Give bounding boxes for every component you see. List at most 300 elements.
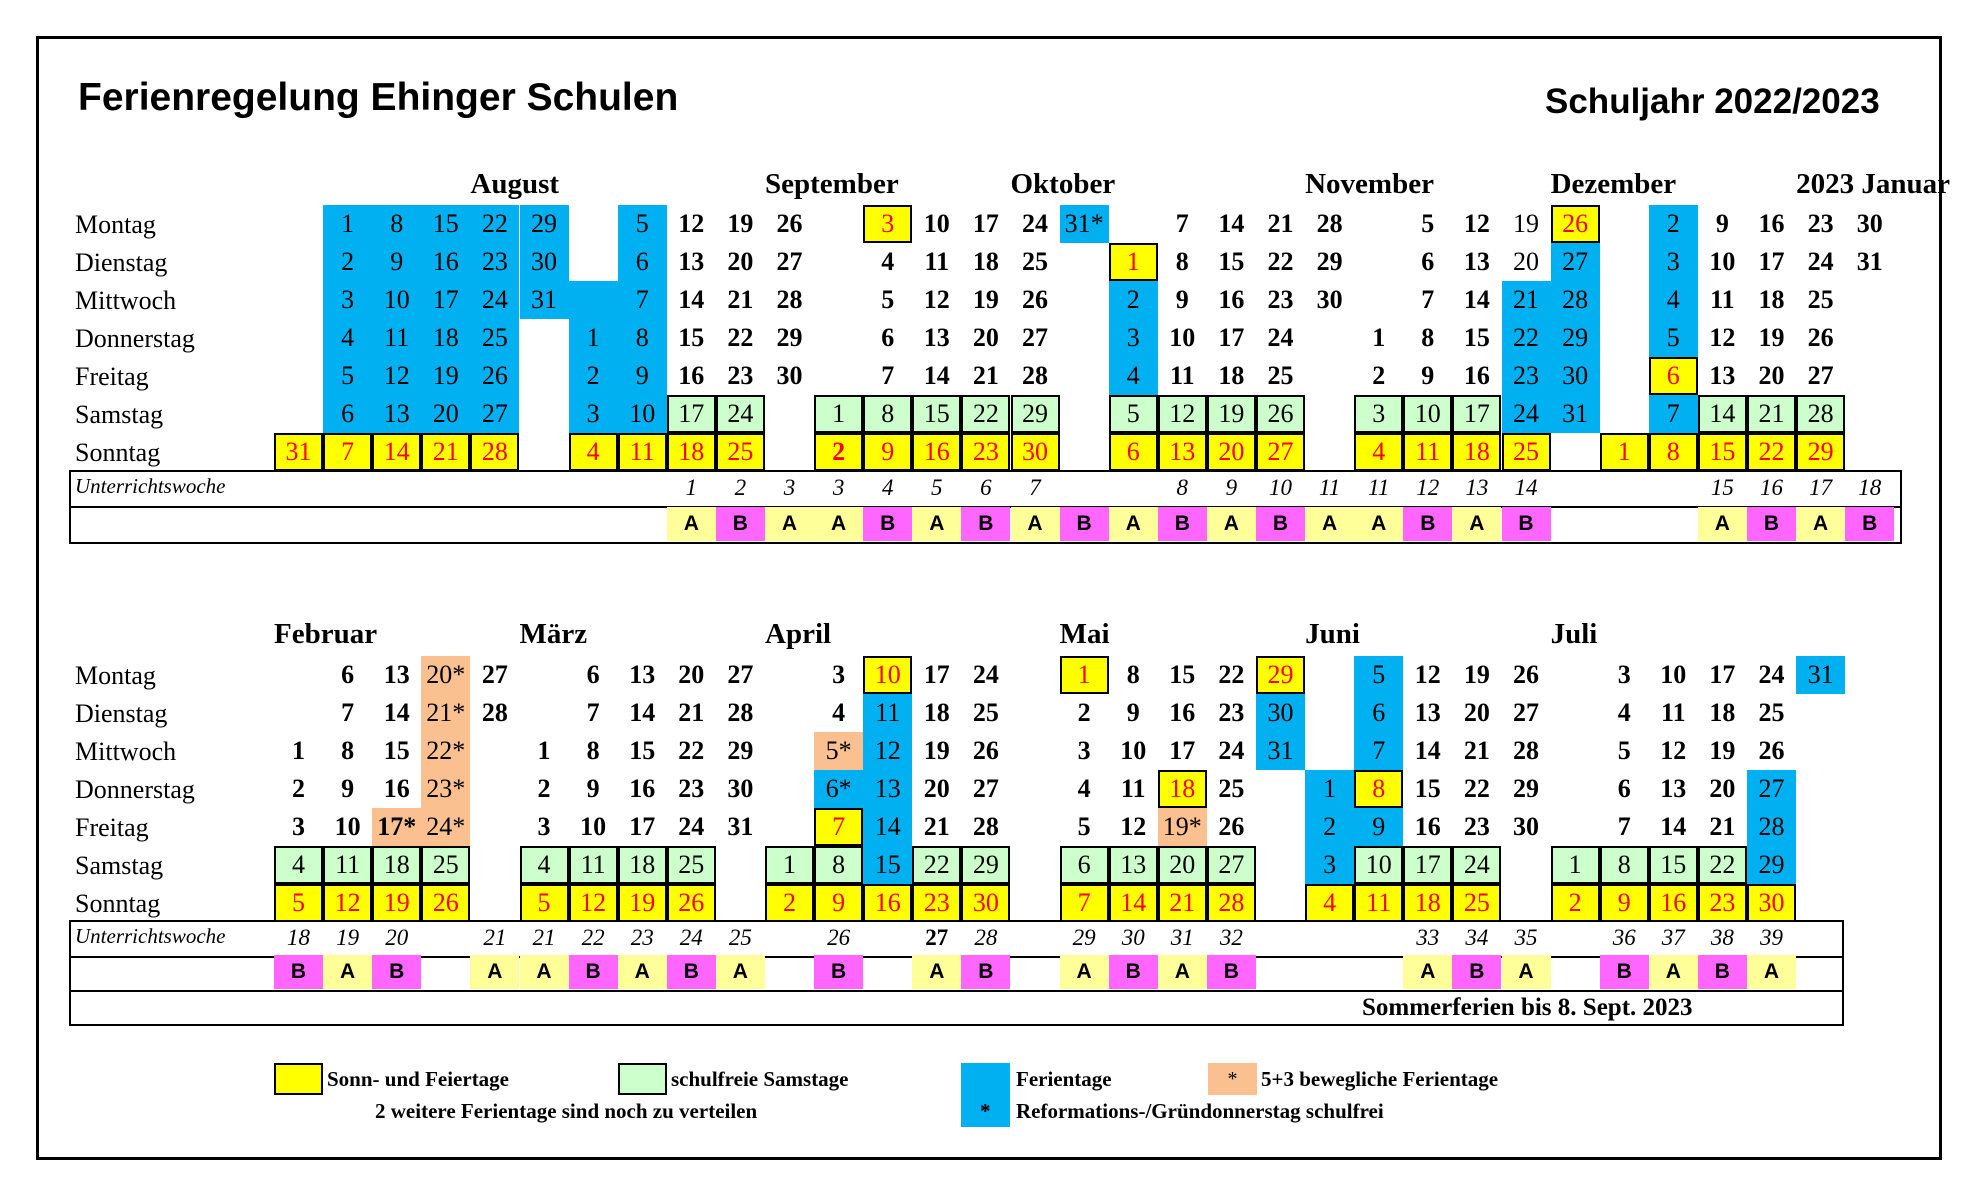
calendar-day: 11 xyxy=(1710,285,1735,314)
week-number: 2 xyxy=(734,475,747,500)
week-number: 20 xyxy=(385,925,409,950)
calendar-day: 8 xyxy=(1175,247,1189,276)
calendar-day: 14 xyxy=(863,808,912,846)
week-number: 7 xyxy=(1029,475,1041,500)
calendar-day: 30 xyxy=(1551,357,1600,395)
calendar-day: 17 xyxy=(1218,323,1245,352)
calendar-day: 18 xyxy=(618,846,667,884)
calendar-day: 8 xyxy=(1126,660,1140,689)
week-type-b: B xyxy=(1845,507,1894,541)
calendar-day: 5 xyxy=(618,205,667,243)
calendar-day: 23 xyxy=(912,884,961,922)
calendar-day: 15 xyxy=(1649,846,1698,884)
calendar-day: 25 xyxy=(972,698,999,727)
calendar-day: 25 xyxy=(716,433,765,471)
calendar-day: 13 xyxy=(1414,698,1441,727)
week-number: 8 xyxy=(1176,475,1189,500)
calendar-day: 21 xyxy=(1502,281,1551,319)
calendar-day: 19 xyxy=(923,736,950,765)
calendar-day: 30 xyxy=(961,884,1010,922)
calendar-day: 24 xyxy=(1267,323,1294,352)
calendar-day: 3 xyxy=(537,812,551,841)
calendar-day: 7 xyxy=(881,361,895,390)
week-number: 33 xyxy=(1416,925,1440,950)
calendar-day: 11 xyxy=(924,247,950,276)
month-header: Dezember xyxy=(1550,168,1677,200)
legend-note-left: 2 weitere Ferientage sind noch zu verteilen xyxy=(375,1099,758,1123)
calendar-day: 9 xyxy=(1600,884,1649,922)
week-type-a: A xyxy=(1452,507,1501,541)
week-type-b: B xyxy=(569,955,618,989)
calendar-day: 23 xyxy=(1218,698,1245,727)
calendar-day: 4 xyxy=(1077,774,1091,803)
calendar-day: 21* xyxy=(421,694,470,732)
calendar-day: 7 xyxy=(1060,884,1109,922)
calendar-day: 24 xyxy=(470,281,519,319)
week-number: 34 xyxy=(1465,925,1489,950)
calendar-day: 7 xyxy=(814,808,863,846)
calendar-day: 21 xyxy=(678,698,705,727)
calendar-day: 29 xyxy=(776,323,803,352)
week-number: 35 xyxy=(1514,925,1538,950)
calendar-day: 20 xyxy=(923,774,950,803)
week-number: 15 xyxy=(1710,475,1734,500)
calendar-day: 23 xyxy=(961,433,1010,471)
calendar-day: 22 xyxy=(678,736,705,765)
week-number: 39 xyxy=(1760,925,1783,950)
calendar-day: 4 xyxy=(1305,884,1354,922)
calendar-day: 22 xyxy=(1218,660,1245,689)
calendar-day: 16 xyxy=(1169,698,1196,727)
calendar-day: 21 xyxy=(727,285,754,314)
calendar-day: 1 xyxy=(292,736,305,765)
calendar-day: 6 xyxy=(1421,247,1435,276)
calendar-day: 9 xyxy=(863,433,912,471)
calendar-day: 28 xyxy=(470,433,519,471)
calendar-day: 8 xyxy=(1649,433,1698,471)
footer-divider xyxy=(69,990,1844,992)
calendar-day: 21 xyxy=(1158,884,1207,922)
calendar-day: 15 xyxy=(629,736,656,765)
calendar-day: 8 xyxy=(1600,846,1649,884)
day-label-freitag: Freitag xyxy=(75,362,149,391)
calendar-day: 11 xyxy=(1170,361,1195,390)
calendar-day: 9 xyxy=(618,357,667,395)
calendar-day: 13 xyxy=(383,660,410,689)
calendar-day: 30 xyxy=(1316,285,1343,314)
calendar-day: 1 xyxy=(1060,656,1109,694)
calendar-day: 18 xyxy=(923,698,950,727)
day-label-dienstag: Dienstag xyxy=(75,699,168,728)
calendar-day: 9 xyxy=(1126,698,1140,727)
calendar-day: 24 xyxy=(1758,660,1785,689)
calendar-day: 13 xyxy=(1158,433,1207,471)
calendar-day: 12 xyxy=(1414,660,1441,689)
day-label-donnerstag: Donnerstag xyxy=(75,775,195,804)
month-header: Juni xyxy=(1305,618,1360,650)
calendar-day: 4 xyxy=(832,698,846,727)
calendar-day: 5* xyxy=(814,732,863,770)
calendar-day: 29 xyxy=(1551,319,1600,357)
week-type-a: A xyxy=(1305,507,1354,541)
week-number: 5 xyxy=(931,475,943,500)
week-type-b: B xyxy=(814,955,863,989)
week-type-a: A xyxy=(1207,507,1256,541)
week-type-b: B xyxy=(863,507,912,541)
calendar-day: 6 xyxy=(1060,846,1109,884)
week-type-b: B xyxy=(961,507,1010,541)
week-type-b: B xyxy=(1698,955,1747,989)
month-header: Juli xyxy=(1550,618,1598,650)
calendar-day: 1 xyxy=(814,395,863,433)
calendar-day: 25 xyxy=(470,319,519,357)
calendar-day: 5 xyxy=(1109,395,1158,433)
calendar-day: 8 xyxy=(814,846,863,884)
calendar-day: 4 xyxy=(1649,281,1698,319)
calendar-day: 26 xyxy=(972,736,999,765)
calendar-day: 8 xyxy=(372,205,421,243)
calendar-day: 19 xyxy=(1513,209,1539,238)
legend-swatch-movable: * xyxy=(1208,1063,1257,1095)
month-header: November xyxy=(1305,168,1434,200)
calendar-day: 6 xyxy=(586,660,600,689)
week-type-b: B xyxy=(716,507,765,541)
calendar-day: 22 xyxy=(961,395,1010,433)
calendar-day: 14 xyxy=(1109,884,1158,922)
calendar-day: 2 xyxy=(1305,808,1354,846)
week-number: 24 xyxy=(679,925,703,950)
week-type-b: B xyxy=(667,955,716,989)
calendar-day: 27 xyxy=(1807,361,1834,390)
summer-vacation-note: Sommerferien bis 8. Sept. 2023 xyxy=(1362,994,1693,1021)
calendar-day: 12 xyxy=(678,209,705,238)
calendar-day: 24 xyxy=(1452,846,1501,884)
calendar-day: 10 xyxy=(618,395,667,433)
calendar-day: 21 xyxy=(1267,209,1294,238)
calendar-day: 30 xyxy=(776,361,803,390)
calendar-day: 26 xyxy=(1513,660,1539,689)
week-type-a: A xyxy=(1649,955,1698,989)
week-type-a: A xyxy=(1502,955,1551,989)
week-number: 18 xyxy=(1858,475,1882,500)
calendar-day: 12 xyxy=(1709,323,1736,352)
calendar-day: 11 xyxy=(1661,698,1686,727)
calendar-day: 18 xyxy=(1403,884,1452,922)
calendar-day: 17 xyxy=(1709,660,1736,689)
calendar-day: 10 xyxy=(334,812,361,841)
calendar-day: 3 xyxy=(1077,736,1091,765)
calendar-day: 1 xyxy=(537,736,551,765)
calendar-day: 8 xyxy=(1421,323,1435,352)
day-label-sonntag: Sonntag xyxy=(75,889,161,918)
calendar-day: 20 xyxy=(727,247,754,276)
week-type-b: B xyxy=(1060,507,1109,541)
calendar-day: 22 xyxy=(1267,247,1294,276)
week-number: 29 xyxy=(1072,925,1096,950)
calendar-day: 16 xyxy=(1463,361,1490,390)
week-type-a: A xyxy=(1060,955,1109,989)
calendar-day: 23 xyxy=(1463,812,1490,841)
calendar-day: 12 xyxy=(1660,736,1687,765)
calendar-day: 28 xyxy=(727,698,754,727)
calendar-day: 24 xyxy=(972,660,999,689)
calendar-day: 29 xyxy=(1796,433,1845,471)
calendar-day: 10 xyxy=(1354,846,1403,884)
week-type-a: A xyxy=(470,955,519,989)
calendar-day: 17 xyxy=(1758,247,1785,276)
calendar-day: 31 xyxy=(1856,247,1883,276)
calendar-day: 3 xyxy=(863,205,912,243)
calendar-day: 16 xyxy=(1758,209,1785,238)
calendar-day: 23 xyxy=(1698,884,1747,922)
calendar-day: 12 xyxy=(1120,812,1147,841)
calendar-day: 2 xyxy=(292,774,305,803)
calendar-day: 28 xyxy=(1796,395,1845,433)
week-number: 31 xyxy=(1170,925,1194,950)
calendar-day: 21 xyxy=(421,433,470,471)
week-number: 21 xyxy=(532,925,556,950)
calendar-day: 31 xyxy=(1796,656,1845,694)
calendar-day: 3 xyxy=(1649,243,1698,281)
month-header: August xyxy=(470,168,560,200)
week-number: 3 xyxy=(832,475,845,500)
calendar-day: 30 xyxy=(1513,812,1539,841)
week-type-a: A xyxy=(520,955,569,989)
calendar-day: 27 xyxy=(1256,433,1305,471)
week-type-b: B xyxy=(1256,507,1305,541)
week-number: 37 xyxy=(1661,925,1685,950)
week-number: 9 xyxy=(1225,475,1238,500)
calendar-day: 17 xyxy=(1403,846,1452,884)
page-title: Ferienregelung Ehinger Schulen xyxy=(78,76,679,119)
calendar-day: 3 xyxy=(292,812,305,841)
calendar-day: 4 xyxy=(323,319,372,357)
calendar-day: 11 xyxy=(569,846,618,884)
calendar-day: 11 xyxy=(372,319,421,357)
calendar-day: 13 xyxy=(923,323,950,352)
calendar-day xyxy=(569,281,618,319)
calendar-day: 3 xyxy=(1305,846,1354,884)
calendar-day: 22 xyxy=(1502,319,1551,357)
week-type-a: A xyxy=(1698,507,1747,541)
calendar-day: 25 xyxy=(1022,247,1048,276)
calendar-day: 4 xyxy=(1617,698,1631,727)
calendar-day: 11 xyxy=(1120,774,1146,803)
calendar-day: 15 xyxy=(421,205,470,243)
calendar-day: 13 xyxy=(1709,361,1736,390)
calendar-day: 7 xyxy=(586,698,600,727)
calendar-day: 29 xyxy=(1513,774,1539,803)
calendar-day: 20 xyxy=(678,660,705,689)
calendar-day: 11 xyxy=(863,694,912,732)
calendar-day: 27 xyxy=(727,660,754,689)
calendar-day: 7 xyxy=(1175,209,1189,238)
calendar-day: 1 xyxy=(1551,846,1600,884)
calendar-day: 9 xyxy=(1421,361,1435,390)
calendar-day: 1 xyxy=(323,205,372,243)
calendar-day: 6 xyxy=(341,660,355,689)
calendar-day: 19 xyxy=(618,884,667,922)
week-type-a: A xyxy=(618,955,667,989)
calendar-day: 17 xyxy=(629,812,656,841)
calendar-day: 25 xyxy=(667,846,716,884)
week-number: 14 xyxy=(1514,475,1538,500)
calendar-day: 5 xyxy=(274,884,323,922)
calendar-day: 20 xyxy=(1158,846,1207,884)
calendar-day: 25 xyxy=(1452,884,1501,922)
calendar-day: 28 xyxy=(1022,361,1048,390)
calendar-day: 12 xyxy=(1158,395,1207,433)
calendar-day: 16 xyxy=(629,774,656,803)
calendar-day: 12 xyxy=(1463,209,1490,238)
day-label-montag: Montag xyxy=(75,210,156,239)
calendar-day: 19 xyxy=(421,357,470,395)
calendar-day: 26 xyxy=(667,884,716,922)
calendar-day: 6 xyxy=(1109,433,1158,471)
calendar-day: 25 xyxy=(1758,698,1785,727)
calendar-day: 18 xyxy=(1709,698,1736,727)
calendar-day: 3 xyxy=(569,395,618,433)
calendar-day: 1 xyxy=(1600,433,1649,471)
calendar-day: 26 xyxy=(1807,323,1834,352)
calendar-day: 19 xyxy=(727,209,754,238)
calendar-day: 6 xyxy=(1354,694,1403,732)
week-type-b: B xyxy=(961,955,1010,989)
calendar-day: 21 xyxy=(923,812,950,841)
week-type-b: B xyxy=(1207,955,1256,989)
calendar-day: 20 xyxy=(1463,698,1490,727)
calendar-day: 3 xyxy=(1617,660,1631,689)
calendar-day: 26 xyxy=(421,884,470,922)
week-type-a: A xyxy=(765,507,814,541)
calendar-day: 1 xyxy=(569,319,618,357)
calendar-day: 6 xyxy=(881,323,895,352)
calendar-day: 7 xyxy=(1421,285,1435,314)
calendar-day: 26 xyxy=(470,357,519,395)
calendar-day: 29 xyxy=(1747,846,1796,884)
calendar-day: 6 xyxy=(1649,357,1698,395)
week-number: 38 xyxy=(1710,925,1734,950)
calendar-day: 31 xyxy=(520,281,569,319)
calendar-day: 5 xyxy=(1354,656,1403,694)
calendar-day: 2 xyxy=(1077,698,1091,727)
calendar-day: 9 xyxy=(1715,209,1729,238)
legend-swatch-free-saturday xyxy=(618,1063,667,1095)
calendar-day: 22 xyxy=(1747,433,1796,471)
week-type-b: B xyxy=(1502,507,1551,541)
week-number: 11 xyxy=(1368,475,1390,500)
calendar-day: 17 xyxy=(972,209,999,238)
calendar-day: 11 xyxy=(1403,433,1452,471)
calendar-day: 30 xyxy=(1011,433,1060,471)
calendar-day: 27 xyxy=(470,395,519,433)
calendar-day: 23 xyxy=(678,774,705,803)
calendar-day: 14 xyxy=(383,698,410,727)
calendar-day: 2 xyxy=(1551,884,1600,922)
calendar-day: 26 xyxy=(1551,205,1600,243)
calendar-day: 5 xyxy=(1617,736,1631,765)
calendar-day: 26 xyxy=(1256,395,1305,433)
week-type-b: B xyxy=(372,955,421,989)
calendar-day: 9 xyxy=(586,774,600,803)
calendar-day: 13 xyxy=(863,770,912,808)
calendar-day: 17 xyxy=(667,395,716,433)
month-header: Februar xyxy=(274,618,378,650)
month-header: Oktober xyxy=(1010,168,1116,200)
calendar-day: 28 xyxy=(1207,884,1256,922)
calendar-day: 16 xyxy=(383,774,410,803)
calendar-day: 15 xyxy=(1218,247,1245,276)
calendar-day: 7 xyxy=(618,281,667,319)
calendar-day: 11 xyxy=(1354,884,1403,922)
calendar-day: 6 xyxy=(323,395,372,433)
calendar-day: 20* xyxy=(421,656,470,694)
calendar-day: 18 xyxy=(972,247,999,276)
legend-note-right: Reformations-/Gründonnerstag schulfrei xyxy=(1016,1099,1384,1123)
calendar-day: 15 xyxy=(912,395,961,433)
calendar-day: 8 xyxy=(1354,770,1403,808)
calendar-day: 9 xyxy=(372,243,421,281)
calendar-day: 5 xyxy=(323,357,372,395)
legend-label-movable: 5+3 bewegliche Ferientage xyxy=(1261,1067,1499,1091)
week-number: 25 xyxy=(728,925,752,950)
calendar-day: 31 xyxy=(274,433,323,471)
calendar-day: 17 xyxy=(1169,736,1196,765)
calendar-day: 30 xyxy=(1747,884,1796,922)
week-type-a: A xyxy=(1403,955,1452,989)
legend-swatch-sunday-holiday xyxy=(274,1063,323,1095)
calendar-day: 5 xyxy=(1649,319,1698,357)
calendar-day: 17* xyxy=(372,808,421,846)
calendar-day: 10 xyxy=(1120,736,1147,765)
calendar-day: 21 xyxy=(1747,395,1796,433)
calendar-day: 22 xyxy=(1463,774,1490,803)
calendar-day: 18 xyxy=(1218,361,1245,390)
calendar-day: 1 xyxy=(765,846,814,884)
legend-label-vacation: Ferientage xyxy=(1016,1067,1112,1091)
calendar-day: 15 xyxy=(1414,774,1441,803)
calendar-day: 15 xyxy=(383,736,410,765)
calendar-day: 29 xyxy=(1256,656,1305,694)
calendar-day: 14 xyxy=(1463,285,1490,314)
calendar-day: 25 xyxy=(1502,433,1551,471)
calendar-day: 27 xyxy=(1207,846,1256,884)
calendar-day: 23 xyxy=(470,243,519,281)
calendar-day: 13 xyxy=(629,660,656,689)
week-type-b: B xyxy=(1452,955,1501,989)
calendar-day: 10 xyxy=(1169,323,1196,352)
week-type-a: A xyxy=(323,955,372,989)
school-year: Schuljahr 2022/2023 xyxy=(1545,82,1880,121)
week-type-b: B xyxy=(274,955,323,989)
week-type-a: A xyxy=(912,507,961,541)
calendar-day: 6 xyxy=(618,243,667,281)
calendar-day: 30 xyxy=(1856,209,1883,238)
calendar-day: 28 xyxy=(1513,736,1539,765)
calendar-day: 17 xyxy=(421,281,470,319)
calendar-day: 4 xyxy=(520,846,569,884)
week-number: 18 xyxy=(287,925,310,950)
calendar-day: 26 xyxy=(1758,736,1785,765)
calendar-day: 23 xyxy=(1502,357,1551,395)
week-number: 11 xyxy=(1318,475,1341,500)
calendar-day: 19* xyxy=(1158,808,1207,846)
calendar-day: 31 xyxy=(1551,395,1600,433)
calendar-day: 3 xyxy=(323,281,372,319)
day-label-montag: Montag xyxy=(75,661,156,690)
calendar-day: 18 xyxy=(667,433,716,471)
calendar-day: 2 xyxy=(1649,205,1698,243)
